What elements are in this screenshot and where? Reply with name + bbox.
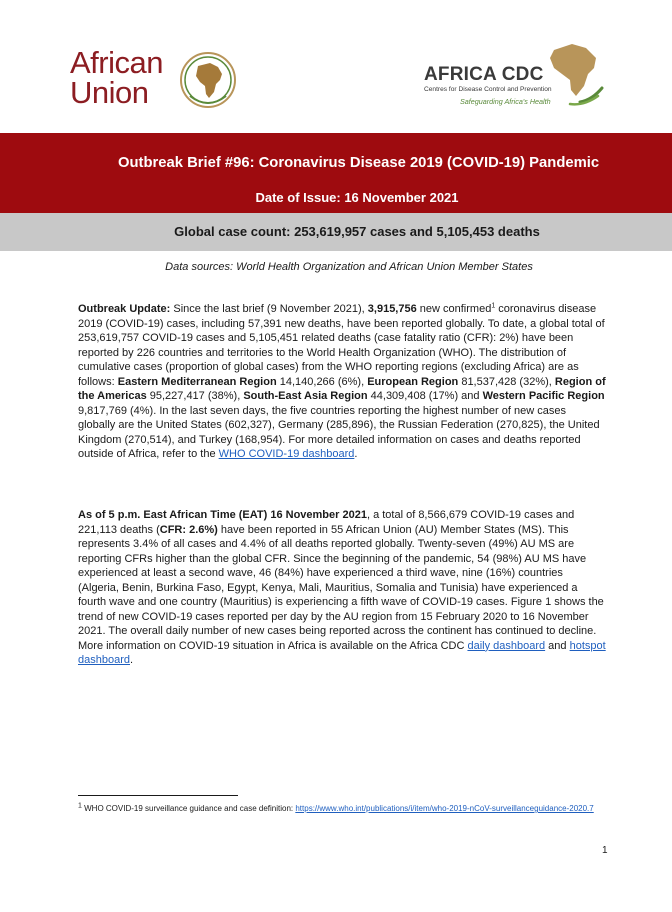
title-band xyxy=(0,133,672,213)
footnote-text: WHO COVID-19 surveillance guidance and case definition: xyxy=(81,804,296,813)
footnote xyxy=(78,803,598,814)
p1-text-1: Since the last brief (9 November 2021), xyxy=(170,303,368,315)
p1-text-3: coronavirus disease 2019 (COVID-19) cases, including 57,391 new deaths, have been reported globally. To date, a global total of 253,619,757 COVID-19 cases and 5,105,451 related deaths (case fatality ratio (CFR): 2%) have been reported by 226 countries and territories to the World Health Organization (WHO). The distribution of cumulative cases (proportion of global cases) from the WHO reporting regions (excluding Africa) are as follows: xyxy=(78,303,605,388)
africa-update-lead: As of 5 p.m. East African Time (EAT) 16 November 2021 xyxy=(78,509,367,521)
africa-cdc-logo xyxy=(424,40,610,114)
p1-text-6: 95,227,417 (38%), xyxy=(146,390,244,402)
africa-update-paragraph xyxy=(78,508,606,668)
au-logo-wordmark: African Union xyxy=(70,45,163,110)
p1-text-7: 44,309,408 (17%) and xyxy=(367,390,483,402)
region-europe: European Region xyxy=(367,375,459,388)
region-americas: Region of the Americas xyxy=(78,375,606,402)
p1-new-cases: 3,915,756 xyxy=(367,303,417,315)
p2-text-1: , a total of 8,566,679 COVID-19 cases and 221,113 deaths ( xyxy=(78,509,575,536)
p2-text-3: and xyxy=(545,639,570,652)
daily-dashboard-link[interactable]: daily dashboard xyxy=(467,639,546,652)
data-sources: Data sources: World Health Organization and African Union Member States xyxy=(165,261,533,273)
brief-title: Outbreak Brief #96: Coronavirus Disease 2019 (COVID-19) Pandemic xyxy=(118,155,600,171)
global-count-band xyxy=(0,213,672,251)
footnote-number: 1 xyxy=(78,802,82,810)
page-number: 1 xyxy=(602,845,608,856)
cdc-logo-title: AFRICA CDC xyxy=(424,64,544,85)
cdc-logo-tagline: Safeguarding Africa's Health xyxy=(460,97,551,106)
p1-text-8: 9,817,769 (4%). In the last seven days, the five countries reporting the highest number of new cases globally are the United States (602,327), Germany (285,896), the Russian Federation (270,825), the United Kingdom (270,514), and Turkey (168,954). For more detailed information on cases and deaths reported outside of Africa, refer to the xyxy=(78,404,600,460)
footnote-divider xyxy=(78,795,238,796)
p1-text-4: 14,140,266 (6%), xyxy=(276,375,368,388)
footnote-link[interactable]: https://www.who.int/publications/i/item/who-2019-nCoV-surveillanceguidance-2020.7 xyxy=(295,804,594,813)
african-union-emblem-icon xyxy=(180,50,236,112)
p1-text-5: 81,537,428 (32%), xyxy=(458,375,555,388)
african-union-logo xyxy=(70,45,240,116)
footnote-ref[interactable]: 1 xyxy=(491,302,496,310)
global-case-count: Global case count: 253,619,957 cases and 5,105,453 deaths xyxy=(174,224,540,239)
outbreak-update-lead: Outbreak Update: xyxy=(78,303,171,315)
issue-date: Date of Issue: 16 November 2021 xyxy=(255,190,459,205)
region-sea: South-East Asia Region xyxy=(243,390,368,402)
region-wpr: Western Pacific Region xyxy=(482,390,605,402)
p1-text-9: . xyxy=(354,448,358,460)
who-dashboard-link[interactable]: WHO COVID-19 dashboard xyxy=(218,448,355,460)
p2-text-4: . xyxy=(130,654,134,666)
p1-text-2: new confirmed xyxy=(416,303,492,315)
region-emr: Eastern Mediterranean Region xyxy=(117,375,277,388)
cdc-logo-subtitle: Centres for Disease Control and Prevention xyxy=(424,86,552,93)
africa-cfr: CFR: 2.6%) xyxy=(159,523,218,536)
au-logo-text xyxy=(70,45,163,110)
hotspot-dashboard-link[interactable]: hotspot dashboard xyxy=(78,639,606,666)
outbreak-update-paragraph xyxy=(78,302,606,462)
p2-text-2: have been reported in 55 African Union (AU) Member States (MS). This represents 3.4% of all cases and 4.4% of all deaths reported globally. Twenty-seven (49%) AU MS are reporting CFRs higher than the global CFR. Since the beginning of the pandemic, 54 (98%) AU MS have experienced at least a second wave, 46 (84%) have experienced a third wave, nine (16%) countries (Algeria, Benin, Burkina Faso, Egypt, Kenya, Mali, Mauritius, Somalia and Tunisia) have experienced a fourth wave and one country (Mauritius) is experiencing a fifth wave of COVID-19 cases. Figure 1 shows the trend of new COVID-19 cases reported per day by the AU region from 15 February 2020 to 16 November 2021. The overall daily number of new cases being reported across the continent has continued to decline. More information on COVID-19 situation in Africa is available on the Africa CDC xyxy=(78,523,604,652)
